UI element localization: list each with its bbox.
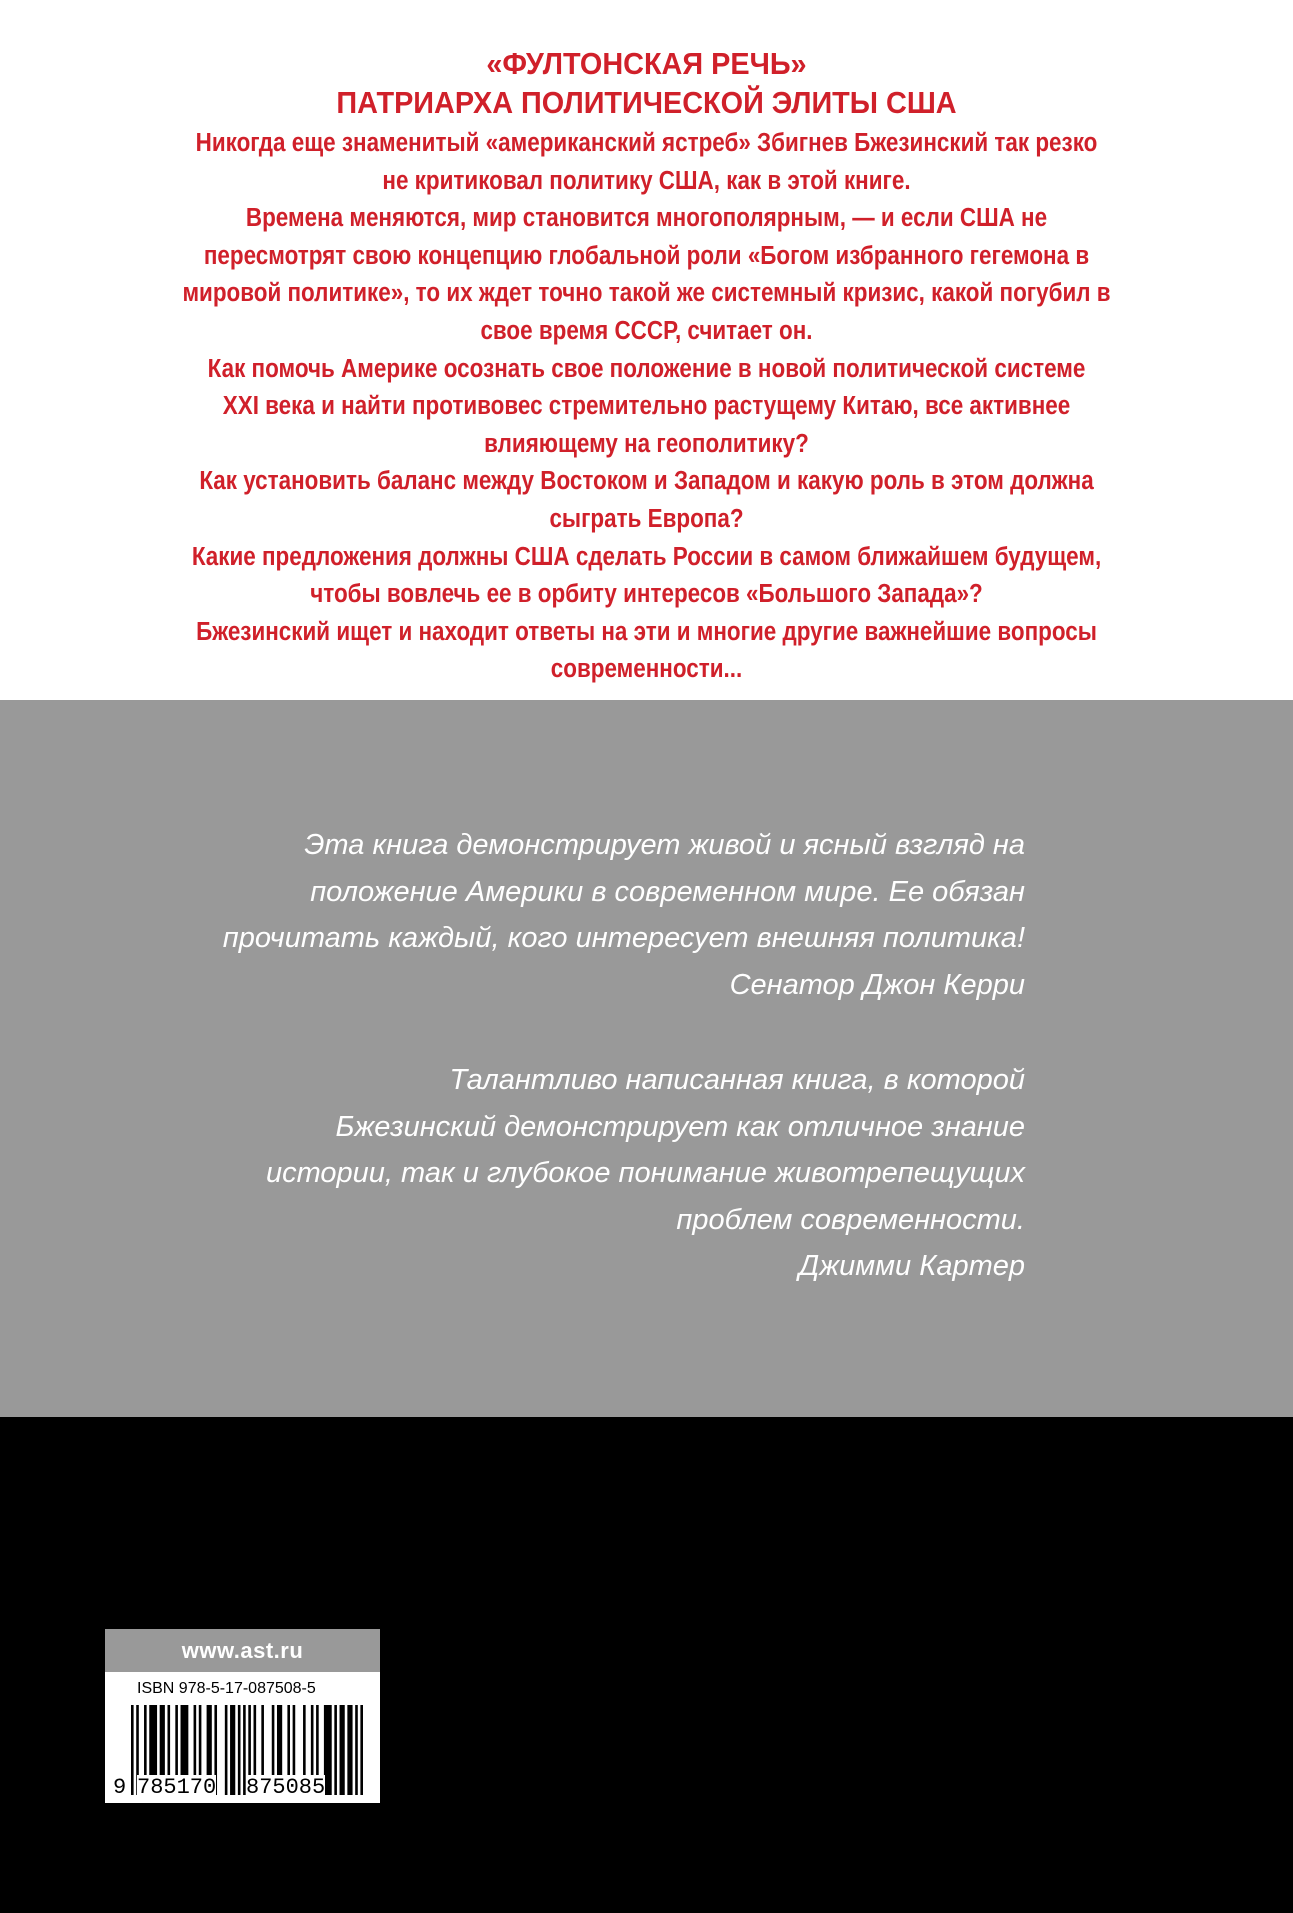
blurb-line: Никогда еще знаменитый «американский ястреб» Збигнев Бжезинский так резко [195,129,1098,157]
blurb-line: чтобы вовлечь ее в орбиту интересов «Большого Запада»? [310,580,983,609]
quote-author: Джимми Картер [798,1250,1025,1282]
barcode-digit-first: 9 [113,1775,127,1800]
isbn-label: ISBN 978-5-17-087508-5 [137,1680,316,1697]
quotes-section [0,700,1293,1417]
blurb-line: XXI века и найти противовес стремительно растущему Китаю, все активнее [222,392,1071,421]
blurb-line: не критиковал политику США, как в этой книге. [382,166,911,195]
quote-line: Талантливо написанная книга, в которой [449,1064,1025,1096]
barcode-digits-left: 785170 [137,1775,217,1800]
barcode-panel [105,1629,380,1803]
barcode-digits [113,1775,375,1801]
blurb-line: Какие предложения должны США сделать России в самом ближайшем будущем, [191,542,1102,571]
blurb-line: Времена меняются, мир становится многополярным, — и если США не [245,204,1048,233]
blurb-line: сыграть Европа? [549,504,744,533]
top-section [0,0,1293,700]
barcode-digits-right: 875085 [246,1775,326,1800]
headline [45,44,1247,122]
quote-line: проблем современности. [676,1203,1025,1236]
blurb-line: мировой политике», то их ждет точно такой же системный кризис, какой погубил в [182,279,1111,308]
blurb-line: Как установить баланс между Востоком и Западом и какую роль в этом должна [199,467,1094,496]
quote-kerry [145,822,1025,1008]
quote-author: Сенатор Джон Керри [729,968,1025,1001]
blurb-line: Как помочь Америке осознать свое положение в новой политической системе [207,354,1086,383]
headline-line-2: ПАТРИАРХА ПОЛИТИЧЕСКОЙ ЭЛИТЫ США [336,85,957,120]
blurb-line: современности... [550,655,743,684]
quote-carter [145,1057,1025,1290]
quote-line: истории, так и глубокое понимание животрепещущих [265,1157,1025,1189]
blurb-line: влияющему на геополитику? [484,429,809,458]
quote-line: Бжезинский демонстрирует как отличное знание [335,1110,1025,1143]
quote-line: прочитать каждый, кого интересует внешняя политика! [222,922,1025,954]
blurb-text [0,125,1293,689]
quote-line: Эта книга демонстрирует живой и ясный взгляд на [304,829,1025,861]
quote-line: положение Америки в современном мире. Ее обязан [310,875,1025,908]
headline-line-1: «ФУЛТОНСКАЯ РЕЧЬ» [486,46,807,81]
blurb-line: свое время СССР, считает он. [480,316,813,345]
blurb-line: Бжезинский ищет и находит ответы на эти и многие другие важнейшие вопросы [196,617,1097,646]
publisher-url[interactable]: www.ast.ru [105,1629,380,1672]
blurb-line: пересмотрят свою концепцию глобальной роли «Богом избранного гегемона в [203,241,1090,270]
